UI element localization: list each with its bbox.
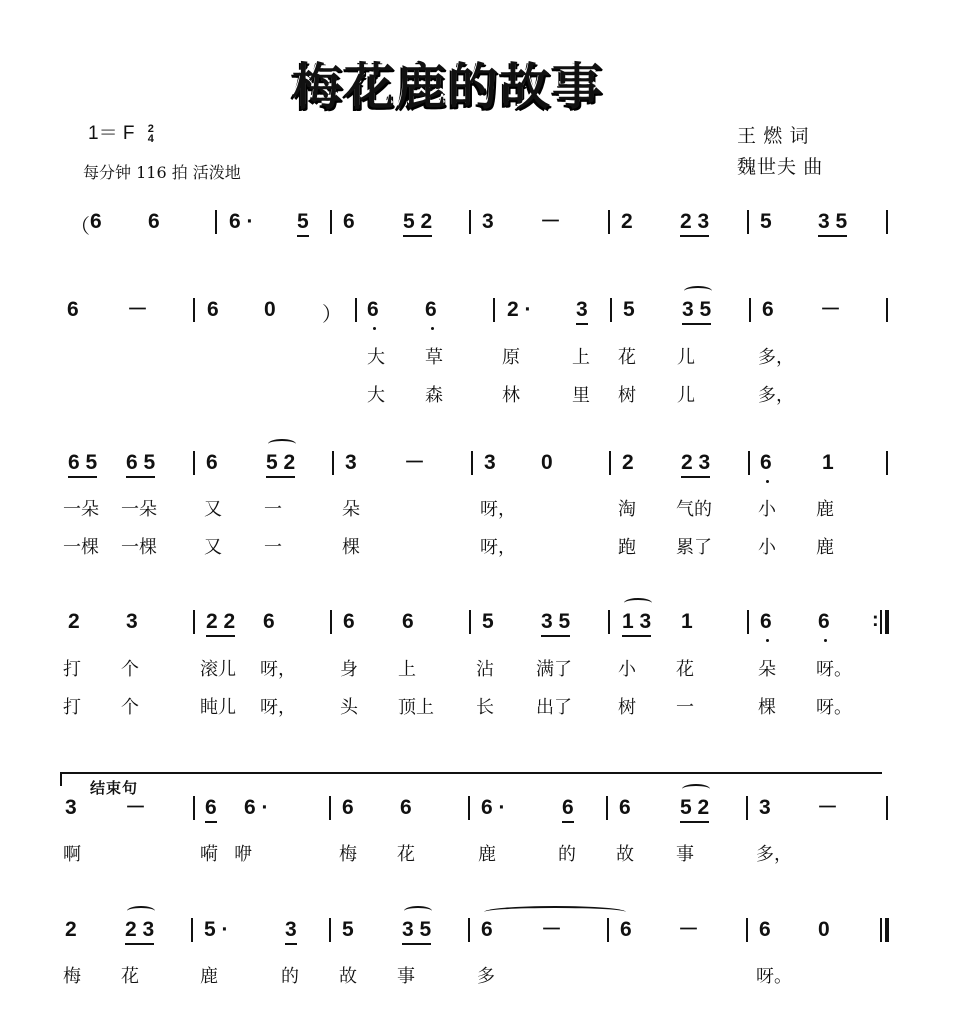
note: 2 ·: [507, 298, 532, 321]
note: 2: [65, 918, 77, 941]
note: 5: [297, 210, 309, 237]
lyric: 一: [676, 697, 694, 718]
barline: [469, 210, 471, 234]
note: 6: [759, 918, 771, 941]
barline: [471, 451, 473, 475]
note: 6: [619, 796, 631, 819]
note: 2 2: [206, 610, 235, 637]
slur: [127, 906, 155, 916]
note: 1: [822, 451, 834, 474]
lyric: 大: [367, 385, 385, 406]
lyric: 鹿: [478, 844, 496, 865]
note: 5: [623, 298, 635, 321]
lyric: 身: [340, 659, 358, 680]
barline: [215, 210, 217, 234]
lyric: 盹儿: [200, 697, 236, 718]
lyric: 又: [204, 499, 222, 520]
song-title: 梅花鹿的故事: [292, 58, 604, 116]
note: －: [540, 210, 561, 233]
barline: [749, 298, 751, 322]
low-octave-dot: [766, 480, 769, 483]
note: 0: [264, 298, 276, 321]
note: －: [125, 796, 146, 819]
barline: [610, 298, 612, 322]
note: 3: [65, 796, 77, 819]
barline-repeat-thick: [885, 610, 889, 634]
lyric: 呀。: [816, 659, 852, 680]
note: 6 ·: [229, 210, 254, 233]
note: 3 5: [402, 918, 431, 945]
low-octave-dot: [766, 639, 769, 642]
lyric: 沾: [476, 659, 494, 680]
lyric: 一棵: [63, 537, 99, 558]
barline: [609, 451, 611, 475]
note: 6 ·: [481, 796, 506, 819]
barline: [886, 796, 888, 820]
lyric: 累了: [676, 537, 712, 558]
note: 6: [400, 796, 412, 819]
lyric: 出了: [536, 697, 572, 718]
barline: [748, 451, 750, 475]
time-signature: 2 4: [147, 122, 154, 145]
lyric: 顶上: [398, 697, 434, 718]
paren-open: （: [70, 216, 90, 238]
lyric: 咿: [234, 844, 252, 865]
note: 5: [760, 210, 772, 233]
note: 6: [205, 796, 217, 823]
lyric: 长: [476, 697, 494, 718]
barline: [606, 796, 608, 820]
lyric: 淘: [618, 499, 636, 520]
lyric: 小: [758, 499, 776, 520]
note: 5: [342, 918, 354, 941]
note: 6: [367, 298, 379, 321]
lyric: 跑: [618, 537, 636, 558]
lyric: 大: [367, 347, 385, 368]
lyric: 上: [398, 659, 416, 680]
note: －: [678, 918, 699, 941]
barline: [468, 918, 470, 942]
lyric: 花: [618, 347, 636, 368]
note: 5: [482, 610, 494, 633]
lyric: 滚儿: [200, 659, 236, 680]
note: 3: [576, 298, 588, 325]
note: 6: [762, 298, 774, 321]
lyric: 花: [676, 659, 694, 680]
note: 6: [562, 796, 574, 823]
lyric: 气的: [676, 499, 712, 520]
final-barline-thin: [880, 918, 882, 942]
note: 5 ·: [204, 918, 229, 941]
note: －: [820, 298, 841, 321]
lyric: 树: [618, 697, 636, 718]
lyric: 棵: [758, 697, 776, 718]
barline: [332, 451, 334, 475]
barline: [886, 298, 888, 322]
note: 3: [345, 451, 357, 474]
lyric: 鹿: [816, 499, 834, 520]
note: 6: [67, 298, 79, 321]
low-octave-dot: [373, 327, 376, 330]
ending-label: 结束句: [90, 780, 139, 797]
note: 6 5: [68, 451, 97, 478]
lyric: 儿: [677, 347, 695, 368]
note: 6: [342, 796, 354, 819]
note: 0: [541, 451, 553, 474]
lyric: 打: [63, 659, 81, 680]
lyric: 呀，: [480, 499, 516, 520]
note: 0: [818, 918, 830, 941]
lyricist-credit: 王 燃 词: [737, 126, 810, 147]
barline: [355, 298, 357, 322]
note: 5 2: [403, 210, 432, 237]
barline-repeat-thin: [880, 610, 882, 634]
note: 6: [818, 610, 830, 633]
lyric: 森: [425, 385, 443, 406]
lyric: 草: [425, 347, 443, 368]
note: 2: [68, 610, 80, 633]
lyric: 多，: [758, 347, 794, 368]
lyric: 多，: [756, 844, 792, 865]
note: 6: [207, 298, 219, 321]
lyric: 鹿: [816, 537, 834, 558]
note: 3: [126, 610, 138, 633]
note: 5 2: [680, 796, 709, 823]
barline: [469, 610, 471, 634]
note: 2 3: [681, 451, 710, 478]
lyric: 一朵: [63, 499, 99, 520]
note: 2 3: [680, 210, 709, 237]
barline: [886, 210, 888, 234]
note: 1 3: [622, 610, 651, 637]
barline: [468, 796, 470, 820]
lyric: 呀，: [260, 697, 296, 718]
note: －: [404, 451, 425, 474]
note: 3: [759, 796, 771, 819]
barline: [886, 451, 888, 475]
lyric: 一: [264, 537, 282, 558]
lyric: 头: [340, 697, 358, 718]
lyric: 花: [397, 844, 415, 865]
note: 6: [263, 610, 275, 633]
barline: [193, 451, 195, 475]
ending-bracket-line: [60, 772, 882, 774]
lyric: 满了: [536, 659, 572, 680]
repeat-end-dots: :: [872, 609, 879, 631]
lyric: 呀。: [756, 966, 792, 987]
final-barline-thick: [885, 918, 889, 942]
note: 3: [484, 451, 496, 474]
lyric: 嗬: [200, 844, 218, 865]
barline: [608, 210, 610, 234]
lyric: 棵: [342, 537, 360, 558]
slur: [684, 286, 712, 296]
note: 6: [760, 610, 772, 633]
lyric: 故: [616, 844, 634, 865]
lyric: 呀，: [480, 537, 516, 558]
lyric: 打: [63, 697, 81, 718]
lyric: 呀，: [260, 659, 296, 680]
lyric: 的: [281, 966, 299, 987]
slur: [404, 906, 432, 916]
barline: [191, 918, 193, 942]
lyric: 多，: [758, 385, 794, 406]
lyric: 多: [477, 966, 495, 987]
low-octave-dot: [824, 639, 827, 642]
note: －: [127, 298, 148, 321]
note: 3 5: [682, 298, 711, 325]
lyric: 事: [397, 966, 415, 987]
barline: [746, 918, 748, 942]
slur: [682, 784, 710, 794]
note: 3: [482, 210, 494, 233]
barline: [493, 298, 495, 322]
note: 6: [343, 610, 355, 633]
paren-close: ）: [322, 304, 342, 326]
note: 2: [621, 210, 633, 233]
lyric: 啊: [63, 844, 81, 865]
ending-bracket-tick: [60, 772, 62, 786]
lyric: 一朵: [121, 499, 157, 520]
barline: [193, 298, 195, 322]
note: 3 5: [818, 210, 847, 237]
note: 1: [681, 610, 693, 633]
lyric: 梅: [63, 966, 81, 987]
lyric: 一: [264, 499, 282, 520]
note: －: [541, 918, 562, 941]
lyric: 故: [339, 966, 357, 987]
note: 6: [760, 451, 772, 474]
low-octave-dot: [431, 327, 434, 330]
barline: [330, 210, 332, 234]
lyric: 原: [502, 347, 520, 368]
lyric: 朵: [758, 659, 776, 680]
key-signature: [88, 118, 154, 145]
note: 3 5: [541, 610, 570, 637]
note: 5 2: [266, 451, 295, 478]
lyric: 鹿: [200, 966, 218, 987]
note: 6: [148, 210, 160, 233]
lyric: 梅: [339, 844, 357, 865]
barline: [329, 796, 331, 820]
lyric: 个: [121, 659, 139, 680]
note: －: [817, 796, 838, 819]
tie: [484, 906, 626, 918]
note: 3: [285, 918, 297, 945]
note: 6: [481, 918, 493, 941]
lyric: 的: [558, 844, 576, 865]
lyric: 呀。: [816, 697, 852, 718]
lyric: 小: [758, 537, 776, 558]
note: 6: [620, 918, 632, 941]
lyric: 上: [572, 347, 590, 368]
note: 6 ·: [244, 796, 269, 819]
barline: [746, 796, 748, 820]
barline: [193, 610, 195, 634]
note: 6: [206, 451, 218, 474]
lyric: 里: [572, 385, 590, 406]
note: 6: [90, 210, 102, 233]
lyric: 事: [676, 844, 694, 865]
lyric: 朵: [342, 499, 360, 520]
note: 6: [425, 298, 437, 321]
barline: [747, 210, 749, 234]
barline: [329, 918, 331, 942]
lyric: 树: [618, 385, 636, 406]
barline: [747, 610, 749, 634]
note: 6: [343, 210, 355, 233]
key-label: 1＝ F: [88, 123, 135, 144]
barline: [608, 610, 610, 634]
note: 2: [622, 451, 634, 474]
slur: [624, 598, 652, 608]
note: 6: [402, 610, 414, 633]
lyric: 林: [502, 385, 520, 406]
barline: [607, 918, 609, 942]
lyric: 一棵: [121, 537, 157, 558]
slur: [268, 439, 296, 449]
note: 6 5: [126, 451, 155, 478]
lyric: 个: [121, 697, 139, 718]
lyric: 小: [618, 659, 636, 680]
barline: [330, 610, 332, 634]
lyric: 花: [121, 966, 139, 987]
lyric: 儿: [677, 385, 695, 406]
barline: [193, 796, 195, 820]
tempo-marking: 每分钟 116 拍 活泼地: [83, 163, 241, 182]
lyric: 又: [204, 537, 222, 558]
composer-credit: 魏世夫 曲: [737, 157, 824, 178]
note: 2 3: [125, 918, 154, 945]
